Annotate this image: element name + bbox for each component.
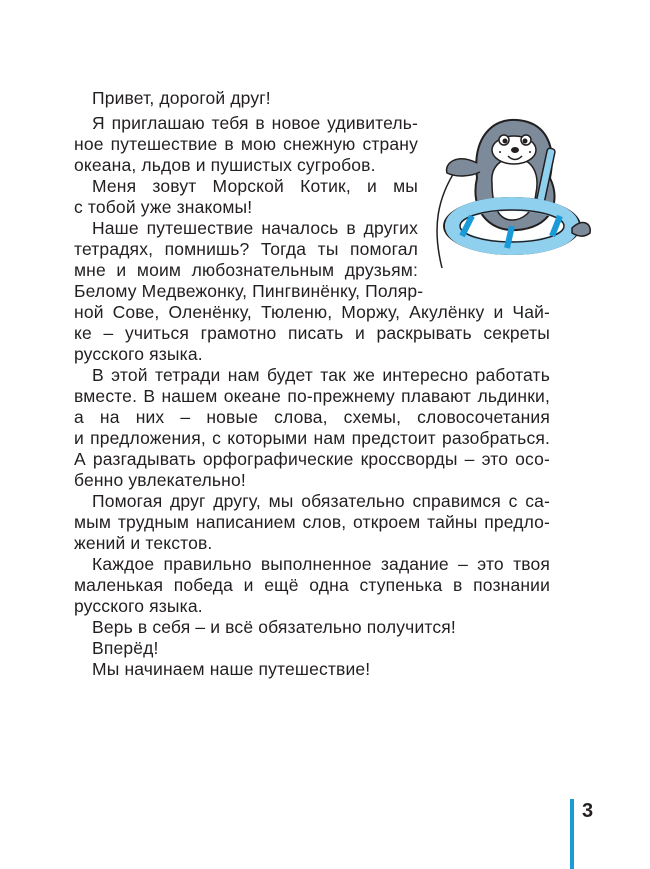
text-line: Я приглашаю тебя в новое удивитель- bbox=[92, 113, 418, 133]
text-line: русского языка. bbox=[74, 596, 203, 616]
text-line: русского языка. bbox=[74, 344, 203, 364]
text-line: мым трудным написанием слов, откроем тайны предло- bbox=[74, 512, 550, 532]
text-line: и предложения, с которыми нам предстоит разобраться. bbox=[74, 428, 550, 448]
text-line: В этой тетради нам будет так же интересно работать bbox=[92, 365, 550, 385]
text-line: тетрадях, помнишь? Тогда ты помогал bbox=[74, 239, 418, 259]
text-line: маленькая победа и ещё одна ступенька в познании bbox=[74, 575, 550, 595]
text-line: мне и моим любознательным друзьям: bbox=[74, 260, 418, 280]
text-line: Каждое правильно выполненное задание – это твоя bbox=[92, 554, 550, 574]
text-line: жений и текстов. bbox=[74, 533, 213, 553]
page-number-bar bbox=[570, 799, 574, 869]
text-line: Меня зовут Морской Котик, и мы bbox=[92, 176, 418, 196]
text-line: Белому Медвежонку, Пингвинёнку, Поляр- bbox=[74, 281, 424, 301]
text-line: А разгадывать орфографические кроссворды – это осо- bbox=[74, 449, 550, 469]
text-line: а на них – новые слова, схемы, словосочетания bbox=[74, 407, 550, 427]
seal-mascot-icon bbox=[432, 108, 592, 273]
text-line: Верь в себя – и всё обязательно получится! bbox=[92, 617, 456, 637]
text-line: Наше путешествие началось в других bbox=[92, 218, 418, 238]
text-line: океана, льдов и пушистых сугробов. bbox=[74, 155, 376, 175]
text-line: Вперёд! bbox=[92, 638, 159, 658]
text-line: ное путешествие в мою снежную страну bbox=[74, 134, 418, 154]
text-line: ной Сове, Оленёнку, Тюленю, Моржу, Акулёнку и Чай- bbox=[74, 302, 550, 322]
text-line: бенно увлекательно! bbox=[74, 470, 246, 490]
text-line: ке – учиться грамотно писать и раскрывать секреты bbox=[74, 323, 550, 343]
text-line: с тобой уже знакомы! bbox=[74, 197, 253, 217]
text-line: Помогая друг другу, мы обязательно справимся с са- bbox=[92, 491, 550, 511]
greeting-line: Привет, дорогой друг! bbox=[92, 88, 271, 108]
text-line: Мы начинаем наше путешествие! bbox=[92, 659, 371, 679]
page-number: 3 bbox=[582, 800, 594, 822]
text-line: вместе. В нашем океане по-прежнему плавают льдинки, bbox=[74, 386, 550, 406]
